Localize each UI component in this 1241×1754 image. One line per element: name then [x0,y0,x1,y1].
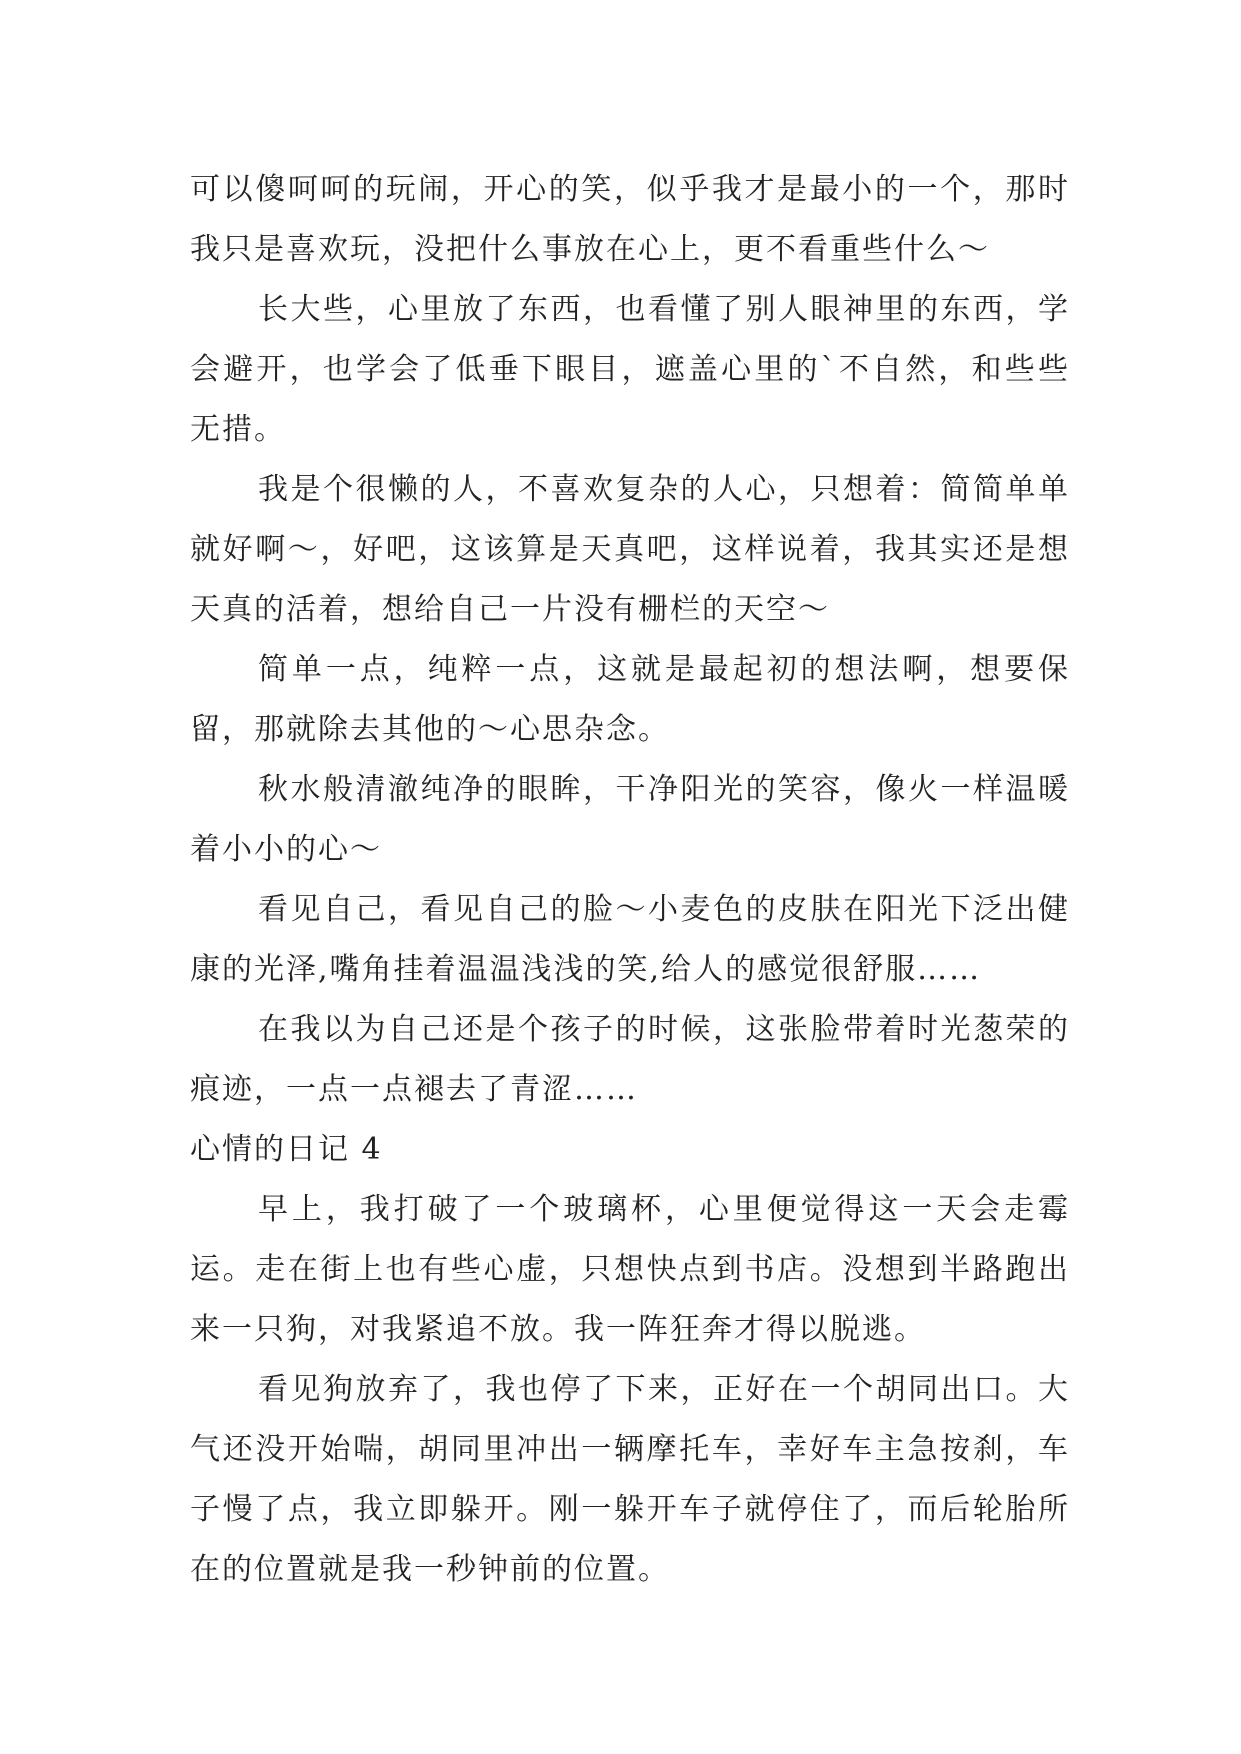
section-title: 心情的日记 4 [190,1132,383,1167]
paragraph: 我是个很懒的人，不喜欢复杂的人心，只想着：简简单单就好啊～，好吧，这该算是天真吧，这样说着，我其实还是想天真的活着，想给自己一片没有栅栏的天空～ [190,472,1070,627]
paragraph: 长大些，心里放了东西，也看懂了别人眼神里的东西，学会避开，也学会了低垂下眼目，遮盖心里的`不自然，和些些无措。 [190,292,1070,447]
paragraph: 简单一点，纯粹一点，这就是最起初的想法啊，想要保留，那就除去其他的～心思杂念。 [190,652,1070,747]
paragraph: 在我以为自己还是个孩子的时候，这张脸带着时光葱荣的痕迹，一点一点褪去了青涩…… [190,1012,1070,1107]
paragraph: 可以傻呵呵的玩闹，开心的笑，似乎我才是最小的一个，那时我只是喜欢玩，没把什么事放在心上，更不看重些什么～ [190,172,1070,267]
document-body [190,160,1070,1600]
paragraph: 看见自己，看见自己的脸～小麦色的皮肤在阳光下泛出健康的光泽,嘴角挂着温温浅浅的笑,给人的感觉很舒服…… [190,892,1070,987]
paragraph: 看见狗放弃了，我也停了下来，正好在一个胡同出口。大气还没开始喘，胡同里冲出一辆摩托车，幸好车主急按刹，车子慢了点，我立即躲开。刚一躲开车子就停住了，而后轮胎所在的位置就是我一秒钟前的位置。 [190,1372,1070,1587]
paragraph: 秋水般清澈纯净的眼眸，干净阳光的笑容，像火一样温暖着小小的心～ [190,772,1070,867]
paragraph: 早上，我打破了一个玻璃杯，心里便觉得这一天会走霉运。走在街上也有些心虚，只想快点到书店。没想到半路跑出来一只狗，对我紧追不放。我一阵狂奔才得以脱逃。 [190,1192,1070,1347]
